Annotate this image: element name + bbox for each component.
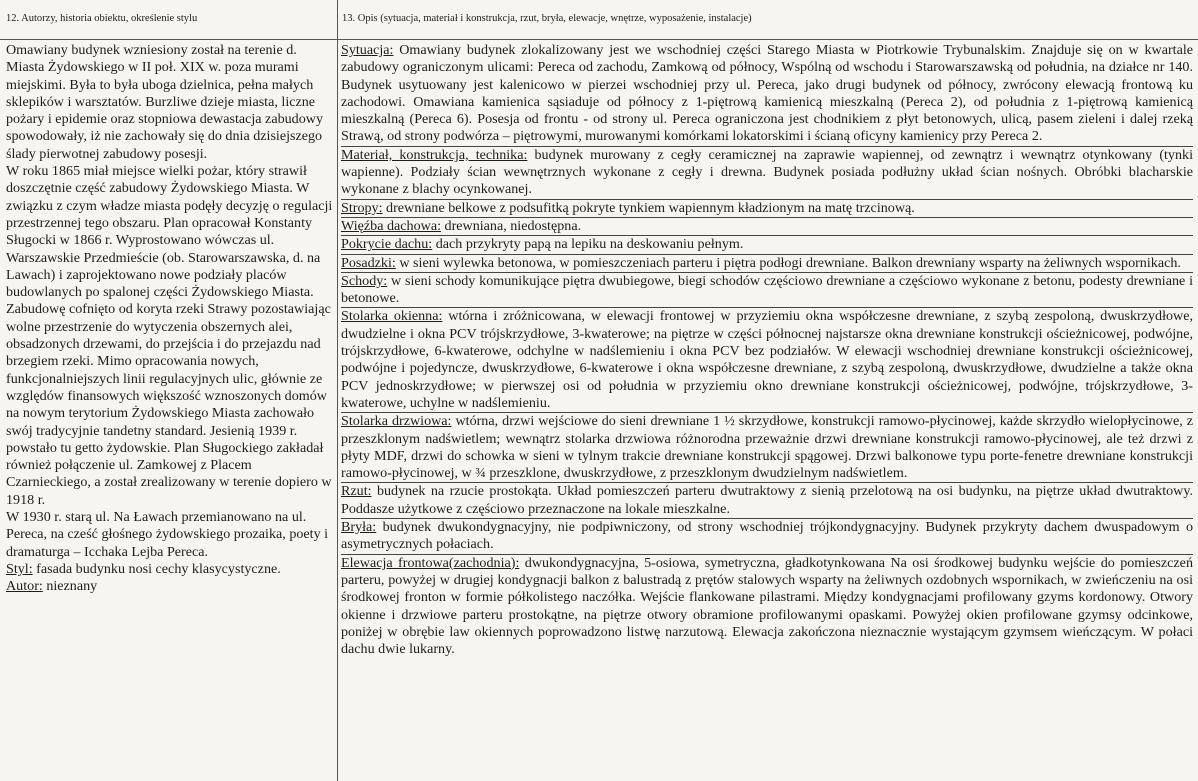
- section-text: budynek dwukondygnacyjny, nie podpiwniczony, od strony wschodniej trójkondygnacyjny. Budynek przykryty dachem dwuspadowym o asymetrycznych połaciach.: [341, 519, 1193, 553]
- history-column-header: 12. Autorzy, historia obiektu, określenie stylu: [6, 13, 198, 24]
- section-schody: [341, 272, 1193, 308]
- section-label: Więźba dachowa:: [341, 217, 441, 234]
- section-text: dach przykryty papą na lepiku na deskowaniu pełnym.: [432, 236, 744, 253]
- section-text: drewniana, niedostępna.: [441, 217, 582, 234]
- section-label: Pokrycie dachu:: [341, 236, 433, 253]
- style-line: [6, 561, 336, 578]
- style-text: fasada budynku nosi cechy klasycystyczne.: [32, 560, 281, 577]
- section-text: budynek na rzucie prostokąta. Układ pomieszczeń parteru dwutraktowy z sienią przelotową na osi budynku, na piętrze układ dwutraktowy. Poddasze użytkowe z częściowo przeznaczone na lokale mieszkalne.: [341, 483, 1193, 517]
- section-text: drewniane belkowe z podsufitką pokryte tynkiem wapiennym kładzionym na matę trzcinową.: [382, 199, 915, 216]
- history-paragraph: W 1930 r. starą ul. Na Ławach przemianowano na ul. Pereca, na cześć głośnego żydowskiego prozaika, poety i dramaturga – Icchaka Lejba Pereca.: [6, 509, 329, 560]
- section-label: Stolarka okienna:: [341, 308, 443, 325]
- section-text: w sieni wylewka betonowa, w pomieszczeniach parteru i piętra podłogi drewniane. Balkon drewniany wsparty na żeliwnych wspornikach.: [395, 254, 1181, 271]
- section-text: w sieni schody komunikujące piętra dwubiegowe, biegi schodów częściowo drewniane a częściowo wykonane z betonu, podesty drewniane i betonowe.: [341, 272, 1193, 307]
- section-label: Elewacja frontowa(zachodnia):: [341, 554, 520, 571]
- author-text: nieznany: [42, 578, 98, 595]
- description-column: [341, 42, 1193, 658]
- section-label: Posadzki:: [341, 254, 396, 271]
- history-paragraph: W roku 1865 miał miejsce wielki pożar, który strawił doszczętnie część zabudowy Żydowskiego Miasta. W związku z czym władze miasta podęły decyzję o regulacji przestrzennej tego obszaru. Plan opracował Konstanty Sługocki w 1866 r. Wyprostowano wówczas ul. Warszawskie Przedmieście (ob. Starowarszawska, d. na Lawach) i zaprojektowano nowe podziały placów budowlanych po spalonej części Żydowskiego Miasta. Zabudowę cofnięto od koryta rzeki Strawy pozostawiając wolne przestrzenie do wytyczenia obszernych alei, obsadzonych drzewami, do przejścia i do przejazdu nad brzegiem rzeki. Mimo opracowania nowych, funkcjonalniejszych linii regulacyjnych ulic, głównie ze względów finansowych większość wznoszonych domów na nowym terytorium Żydowskiego Miasta zachowało swój tradycyjnie tandetny standard. Jesienią 1939 r. powstało tu getto żydowskie. Plan Sługockiego zakładał również połączenie ul. Zamkowej z Placem Czarnieckiego, a został zrealizowany w terenie dopiero w 1918 r.: [6, 163, 333, 508]
- section-text: budynek murowany z cegły ceramicznej na zaprawie wapiennej, od zewnątrz i wewnątrz otynkowany (tynki wapienne). Podziały ścian wewnętrznych wykonane z cegły i drewna. Budynek posiada podłużny układ ścian nośnych. Obróbki blacharskie wykonane z blachy ocynkowanej.: [341, 146, 1193, 198]
- section-rzut: [341, 482, 1193, 518]
- section-wiezba: [341, 217, 1193, 235]
- header-divider: [0, 39, 1198, 40]
- section-label: Materiał, konstrukcja, technika:: [341, 146, 528, 163]
- section-elewacja-frontowa: [341, 554, 1193, 659]
- author-label: Autor:: [6, 578, 43, 595]
- section-stolarka-drzwiowa: [341, 412, 1193, 482]
- description-column-header: 13. Opis (sytuacja, materiał i konstrukcja, rzut, bryła, elewacje, wnętrze, wyposażenie, instalacje): [342, 13, 752, 24]
- section-text: wtórna i zróżnicowana, w elewacji frontowej w przyziemiu okna współczesne drewniane, z szybą zespoloną, dwuskrzydłowe, dwudzielne i okna PCV trójskrzydłowe, 3-kwaterowe; na piętrze w części północnej najstarsze okna drewniane konstrukcji ościeżnicowej, podwójne, trójskrzydłowe, 6-kwaterowe, odchylne w nadślemieniu i okna PCV bez podziałów. W elewacji wschodniej drewniane konstrukcji ościeżnicowej, podwójne i pojedyncze, dwuskrzydłowe, 6-kwaterowe i okna współczesne drewniane, z szybą zespoloną, dwuskrzydłowe, dwudzielne a także okna PCV jednoskrzydłowe; w pierwszej osi od południa w przyziemiu okno drewniane konstrukcji ościeżnicowej, podwójne, trójskrzydłowe, 3-kwaterowe, uchylne w nadślemieniu.: [341, 308, 1193, 411]
- section-posadzki: [341, 254, 1193, 272]
- section-pokrycie: [341, 235, 1193, 253]
- section-text: Omawiany budynek zlokalizowany jest we wschodniej części Starego Miasta w Piotrkowie Trybunalskim. Znajduje się on w kwartale zabudowy ograniczonym ulicami: Pereca od zachodu, Zamkową od północy, Wspólną od wschodu i Starowarszawską od południa, na działce nr 140. Budynek usytuowany jest kalenicowo w pierzei wschodniej przy ul. Pereca, jako drugi budynek od północy, zwrócony elewacją frontową ku zachodowi. Omawiana kamienica sąsiaduje od północy z 1-piętrową kamienicą mieszkalną (Pereca 2), od południa z 1-piętrową kamienicą mieszkalną (Pereca 6). Posesja od frontu - od strony ul. Pereca ograniczona jest chodnikiem z płyt betonowych, ulicą, pasem zieleni i dalej rzeką Strawą, od strony podwórza – piętrowymi, murowanymi komórkami lokatorskimi i ścianą oficyny kamienicy przy Pereca 2.: [341, 42, 1193, 145]
- section-stropy: [341, 199, 1193, 217]
- section-label: Stolarka drzwiowa:: [341, 413, 452, 430]
- style-label: Styl:: [6, 560, 33, 577]
- section-text: wtórna, drzwi wejściowe do sieni drewniane 1 ½ skrzydłowe, konstrukcji ramowo-płycinowej, każde skrzydło wielopłycinowe, z przeszklonym nadświetlem; wewnątrz stolarka drzwiowa różnorodna przeważnie drzwi drewniane konstrukcji ramowo-płycinowej, ale też drzwi z płyty MDF, drzwi do schowka w sieni w tylnym trakcie drewniane konstrukcji spągowej. Drzwi balkonowe typu porte-fenetre drewniane konstrukcji ramowo-płycinowej, w ¾ przeszklone, dwuskrzydłowe, z przeszklonym dwudzielnym nadświetlem.: [341, 413, 1193, 482]
- column-divider: [337, 0, 338, 781]
- section-text: dwukondygnacyjna, 5-osiowa, symetryczna, gładkotynkowana Na osi środkowej budynku wejście do pomieszczeń parteru, powyżej w drugiej kondygnacji balkon z balustradą z prętów stalowych wsparty na żeliwnych ozdobnych wspornikach, w zwieńczeniu na osi środkowej fronton w formie półkolistego naczółka. Wejście flankowane pilastrami. Między kondygnacjami profilowany gzyms kordonowy. Otwory okienne i drzwiowe parteru prostokątne, na piętrze otwory obramione profilowanymi opaskami. Powyżej okien profilowane gzymsy odcinkowe, poniżej w obrębie law okiennych poprowadzono listwę narzutową. Elewacja zakończona nieznacznie wystającym gzymsem wieńczącym. W połaci dachu dwie lukarny.: [341, 554, 1193, 658]
- history-column: [6, 42, 336, 596]
- section-bryla: [341, 518, 1193, 554]
- section-label: Schody:: [341, 272, 388, 289]
- section-label: Rzut:: [341, 483, 372, 500]
- section-sytuacja: [341, 42, 1193, 146]
- section-material: [341, 146, 1193, 199]
- section-label: Sytuacja:: [341, 42, 394, 58]
- section-stolarka-okienna: [341, 307, 1193, 412]
- section-label: Stropy:: [341, 199, 383, 216]
- author-line: [6, 578, 336, 595]
- section-label: Bryła:: [341, 519, 377, 536]
- history-paragraph: Omawiany budynek wzniesiony został na terenie d. Miasta Żydowskiego w II poł. XIX w. poza murami miejskimi. Była to była uboga dzielnica, pełna małych sklepików i warsztatów. Burzliwe dzieje miasta, liczne pożary i epidemie oraz stopniowa dewastacja zabudowy spowodowały, iż nie zachowały się do dnia dzisiejszego ślady pierwotnej zabudowy posesji.: [6, 42, 323, 162]
